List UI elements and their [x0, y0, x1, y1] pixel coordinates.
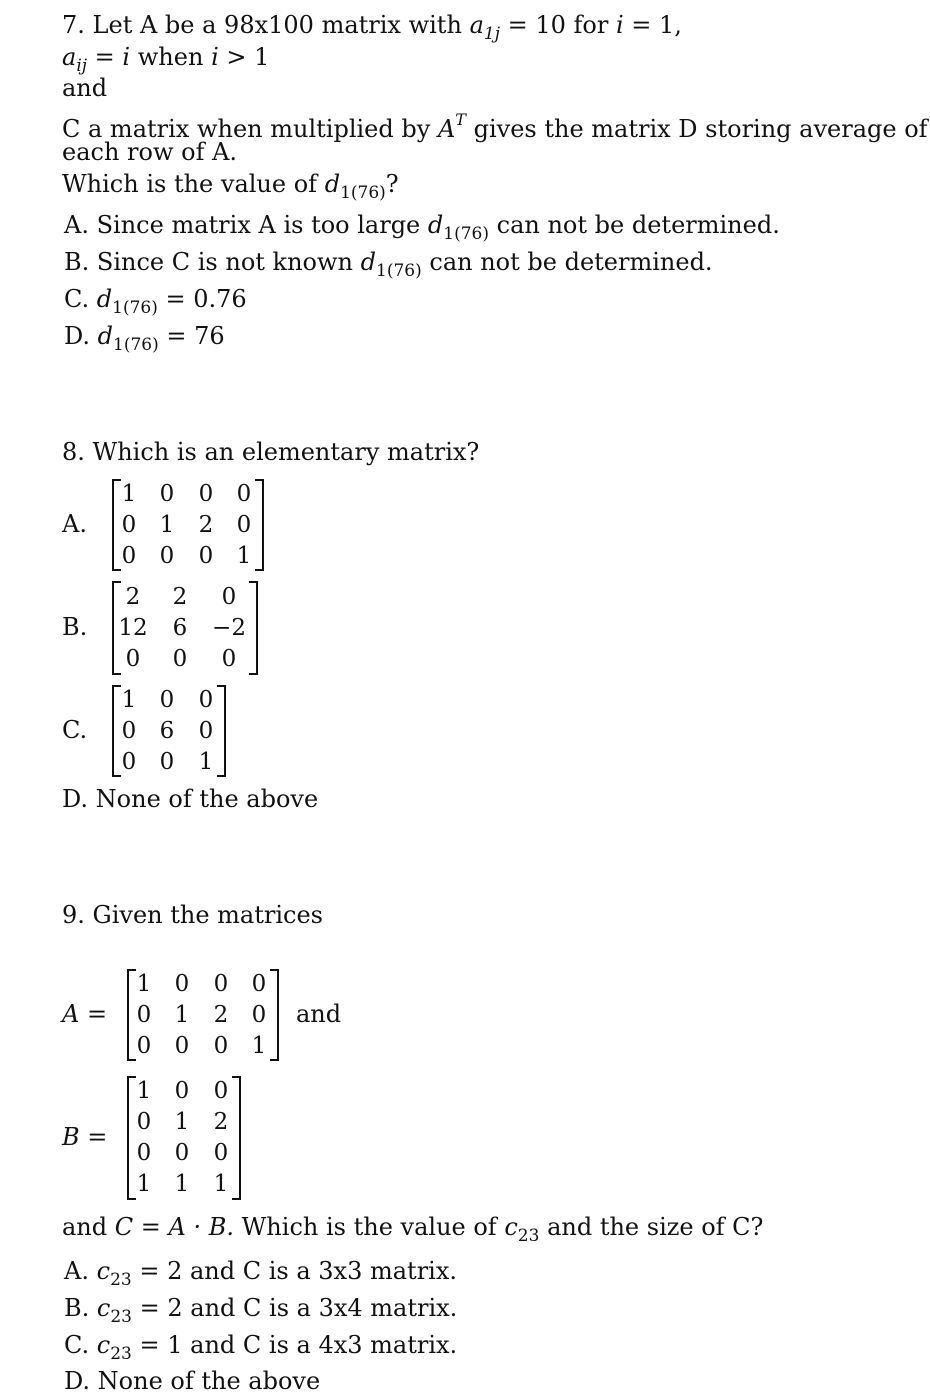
matrix-cell: 0	[251, 971, 267, 997]
q7-c-text-1: C a matrix when multiplied by	[62, 115, 431, 143]
q7-option-c-value: = 0.76	[165, 285, 247, 313]
q7-at-symbol: A	[437, 115, 456, 143]
matrix-cell: 1	[251, 1033, 267, 1059]
matrix-cell: 2	[213, 1109, 229, 1135]
matrix-cell: 0	[198, 481, 214, 507]
q7-option-c-d-sub: 1(76)	[112, 298, 158, 318]
matrix-cell: 0	[174, 971, 190, 997]
q9-option-c-c: c	[96, 1331, 111, 1359]
right-bracket	[249, 581, 258, 675]
matrix-cell: 12	[118, 615, 148, 641]
matrix-cell: 0	[213, 971, 229, 997]
q9-option-c-c-sub: 23	[110, 1344, 132, 1364]
matrix-cell: 0	[136, 1109, 152, 1135]
q7-aij-cond: > 1	[226, 43, 270, 71]
q9-option-a	[64, 1256, 457, 1295]
matrix-cell: 2	[125, 584, 141, 610]
q9-option-d	[64, 1366, 320, 1396]
matrix-cell: 1	[121, 481, 137, 507]
q7-option-b-label: B.	[64, 248, 90, 276]
q8-question	[62, 437, 479, 467]
q9-number: 9.	[62, 901, 85, 929]
q9-matrix-b	[127, 1076, 241, 1200]
matrix-cell: 0	[121, 749, 137, 775]
q7-aij-subscript: ij	[76, 56, 88, 76]
q7-and: and	[62, 74, 108, 102]
q7-option-b-text-1: Since C is not known	[96, 248, 353, 276]
q9-option-b-c: c	[96, 1294, 111, 1322]
q8-option-a-label: A.	[62, 510, 87, 538]
q9-option-b-c-sub: 23	[110, 1307, 132, 1327]
matrix-cell: 1	[136, 1078, 152, 1104]
q7-question-end: ?	[385, 170, 399, 198]
q9-option-a-text: = 2 and C is a 3x3 matrix.	[139, 1257, 458, 1285]
q7-c-text-3: each row of A.	[62, 138, 238, 166]
q8-option-b-label: B.	[62, 613, 88, 641]
matrix-cell: 0	[251, 1002, 267, 1028]
q7-question	[62, 169, 399, 208]
matrix-cell: 0	[172, 646, 188, 672]
matrix-cell: 0	[213, 1078, 229, 1104]
q7-option-b	[64, 247, 713, 286]
q9-b-eq: =	[87, 1123, 108, 1151]
matrix-cell: 0	[159, 687, 175, 713]
q8-option-c-label: C.	[62, 716, 88, 744]
matrix-cell: 0	[174, 1078, 190, 1104]
q7-option-d-label: D.	[64, 322, 91, 350]
matrix-cell: 0	[221, 646, 237, 672]
q8-option-d	[62, 784, 318, 814]
matrix-cell: 0	[174, 1033, 190, 1059]
q9-matrix-a	[127, 969, 279, 1061]
q7-option-a-text-1: Since matrix A is too large	[96, 211, 421, 239]
q9-option-a-c: c	[96, 1257, 111, 1285]
q9-b-label: B	[62, 1123, 80, 1151]
matrix-cell: 1	[136, 1171, 152, 1197]
q9-option-c	[64, 1330, 457, 1369]
q8-question-text: Which is an elementary matrix?	[92, 438, 480, 466]
q7-option-a-d: d	[427, 211, 444, 239]
q7-d-symbol: d	[324, 170, 341, 198]
q9-option-a-c-sub: 23	[110, 1270, 132, 1290]
matrix-cell: 2	[172, 584, 188, 610]
matrix-cell: 0	[213, 1033, 229, 1059]
matrix-cell: 0	[198, 718, 214, 744]
matrix-cell: 0	[236, 481, 252, 507]
q7-option-a-text-2: can not be determined.	[496, 211, 780, 239]
q7-question-text: Which is the value of	[62, 170, 318, 198]
q7-number: 7.	[62, 11, 85, 39]
matrix-cell: 0	[198, 543, 214, 569]
matrix-cell: 1	[213, 1171, 229, 1197]
q8-option-c-matrix	[112, 685, 226, 777]
q7-option-a-d-sub: 1(76)	[443, 224, 489, 244]
q8-option-d-label: D.	[62, 785, 89, 813]
matrix-cell: 1	[174, 1002, 190, 1028]
matrix-cell: −2	[212, 615, 246, 641]
q7-option-d-d-sub: 1(76)	[113, 335, 159, 355]
matrix-cell: 1	[174, 1109, 190, 1135]
q7-aij-eq: =	[94, 43, 115, 71]
matrix-cell: 0	[125, 646, 141, 672]
q7-option-c	[64, 284, 247, 323]
q9-c-def: C = A · B.	[114, 1213, 234, 1241]
q9-option-a-label: A.	[64, 1257, 89, 1285]
matrix-cell: 1	[121, 687, 137, 713]
q7-option-d-value: = 76	[166, 322, 225, 350]
matrix-cell: 0	[121, 543, 137, 569]
q7-option-d-d: d	[97, 322, 114, 350]
q7-option-c-label: C.	[64, 285, 90, 313]
q7-option-c-d: d	[96, 285, 113, 313]
matrix-cell: 1	[174, 1171, 190, 1197]
matrix-cell: 1	[159, 512, 175, 538]
q9-option-c-label: C.	[64, 1331, 90, 1359]
q7-aij-when: when	[137, 43, 204, 71]
matrix-cell: 0	[159, 543, 175, 569]
q9-a-def	[62, 999, 107, 1029]
matrix-cell: 6	[159, 718, 175, 744]
matrix-cell: 0	[136, 1002, 152, 1028]
matrix-cell: 6	[172, 615, 188, 641]
q9-q-text-1: Which is the value of	[241, 1213, 497, 1241]
matrix-cell: 0	[213, 1140, 229, 1166]
q7-a1j-subscript: 1j	[483, 24, 500, 44]
q9-option-d-text: None of the above	[97, 1367, 321, 1395]
matrix-cell: 0	[136, 1140, 152, 1166]
matrix-cell: 0	[221, 584, 237, 610]
q9-question	[62, 900, 323, 930]
q9-option-d-label: D.	[64, 1367, 91, 1395]
q7-a1j-value: = 10 for	[507, 11, 609, 39]
matrix-cell: 0	[159, 481, 175, 507]
matrix-cell: 0	[121, 718, 137, 744]
matrix-cell: 0	[198, 687, 214, 713]
q9-option-c-text: = 1 and C is a 4x3 matrix.	[139, 1331, 458, 1359]
q7-intro: Let A be a 98x100 matrix with	[92, 11, 462, 39]
q9-and-2: and	[62, 1213, 108, 1241]
q8-option-b-matrix	[112, 581, 258, 675]
q7-at-superscript: T	[455, 110, 466, 129]
q7-option-a-label: A.	[64, 211, 89, 239]
matrix-cell: 1	[136, 971, 152, 997]
q9-b-def	[62, 1122, 107, 1152]
matrix-cell: 1	[198, 749, 214, 775]
matrix-cell: 0	[174, 1140, 190, 1166]
q9-option-b-label: B.	[64, 1294, 90, 1322]
q7-option-b-text-2: can not be determined.	[429, 248, 713, 276]
matrix-cell: 0	[121, 512, 137, 538]
q7-a1j-symbol: a	[469, 11, 484, 39]
q7-option-b-d-sub: 1(76)	[376, 261, 422, 281]
q9-q-text-2: and the size of C?	[547, 1213, 764, 1241]
q9-and-1: and	[296, 1000, 342, 1028]
q9-a-eq: =	[86, 1000, 108, 1028]
q8-option-d-text: None of the above	[95, 785, 319, 813]
q7-i-symbol: i	[615, 11, 624, 39]
q7-option-d	[64, 321, 225, 360]
q9-question-line	[62, 1212, 763, 1251]
matrix-cell: 2	[213, 1002, 229, 1028]
q7-aij-i: i	[122, 43, 131, 71]
q9-c23-symbol: c	[504, 1213, 518, 1241]
q8-option-a-matrix	[112, 479, 264, 571]
q7-option-b-d: d	[360, 248, 377, 276]
q9-option-b	[64, 1293, 457, 1332]
q7-i-value: = 1,	[631, 11, 682, 39]
q7-option-a	[64, 210, 780, 249]
q9-c23-subscript: 23	[517, 1226, 540, 1246]
q9-a-label: A	[62, 1000, 80, 1028]
matrix-cell: 1	[236, 543, 252, 569]
matrix-cell: 0	[236, 512, 252, 538]
matrix-cell: 0	[136, 1033, 152, 1059]
q9-option-b-text: = 2 and C is a 3x4 matrix.	[139, 1294, 458, 1322]
matrix-cell: 0	[159, 749, 175, 775]
q7-aij-symbol: a	[62, 43, 77, 71]
q7-aij-cond-i: i	[211, 43, 219, 71]
q7-d-subscript: 1(76)	[340, 183, 386, 203]
q7-c-text-2: gives the matrix D storing average of	[473, 115, 928, 143]
matrix-cell: 2	[198, 512, 214, 538]
q9-question-text: Given the matrices	[92, 901, 323, 929]
q8-number: 8.	[62, 438, 85, 466]
